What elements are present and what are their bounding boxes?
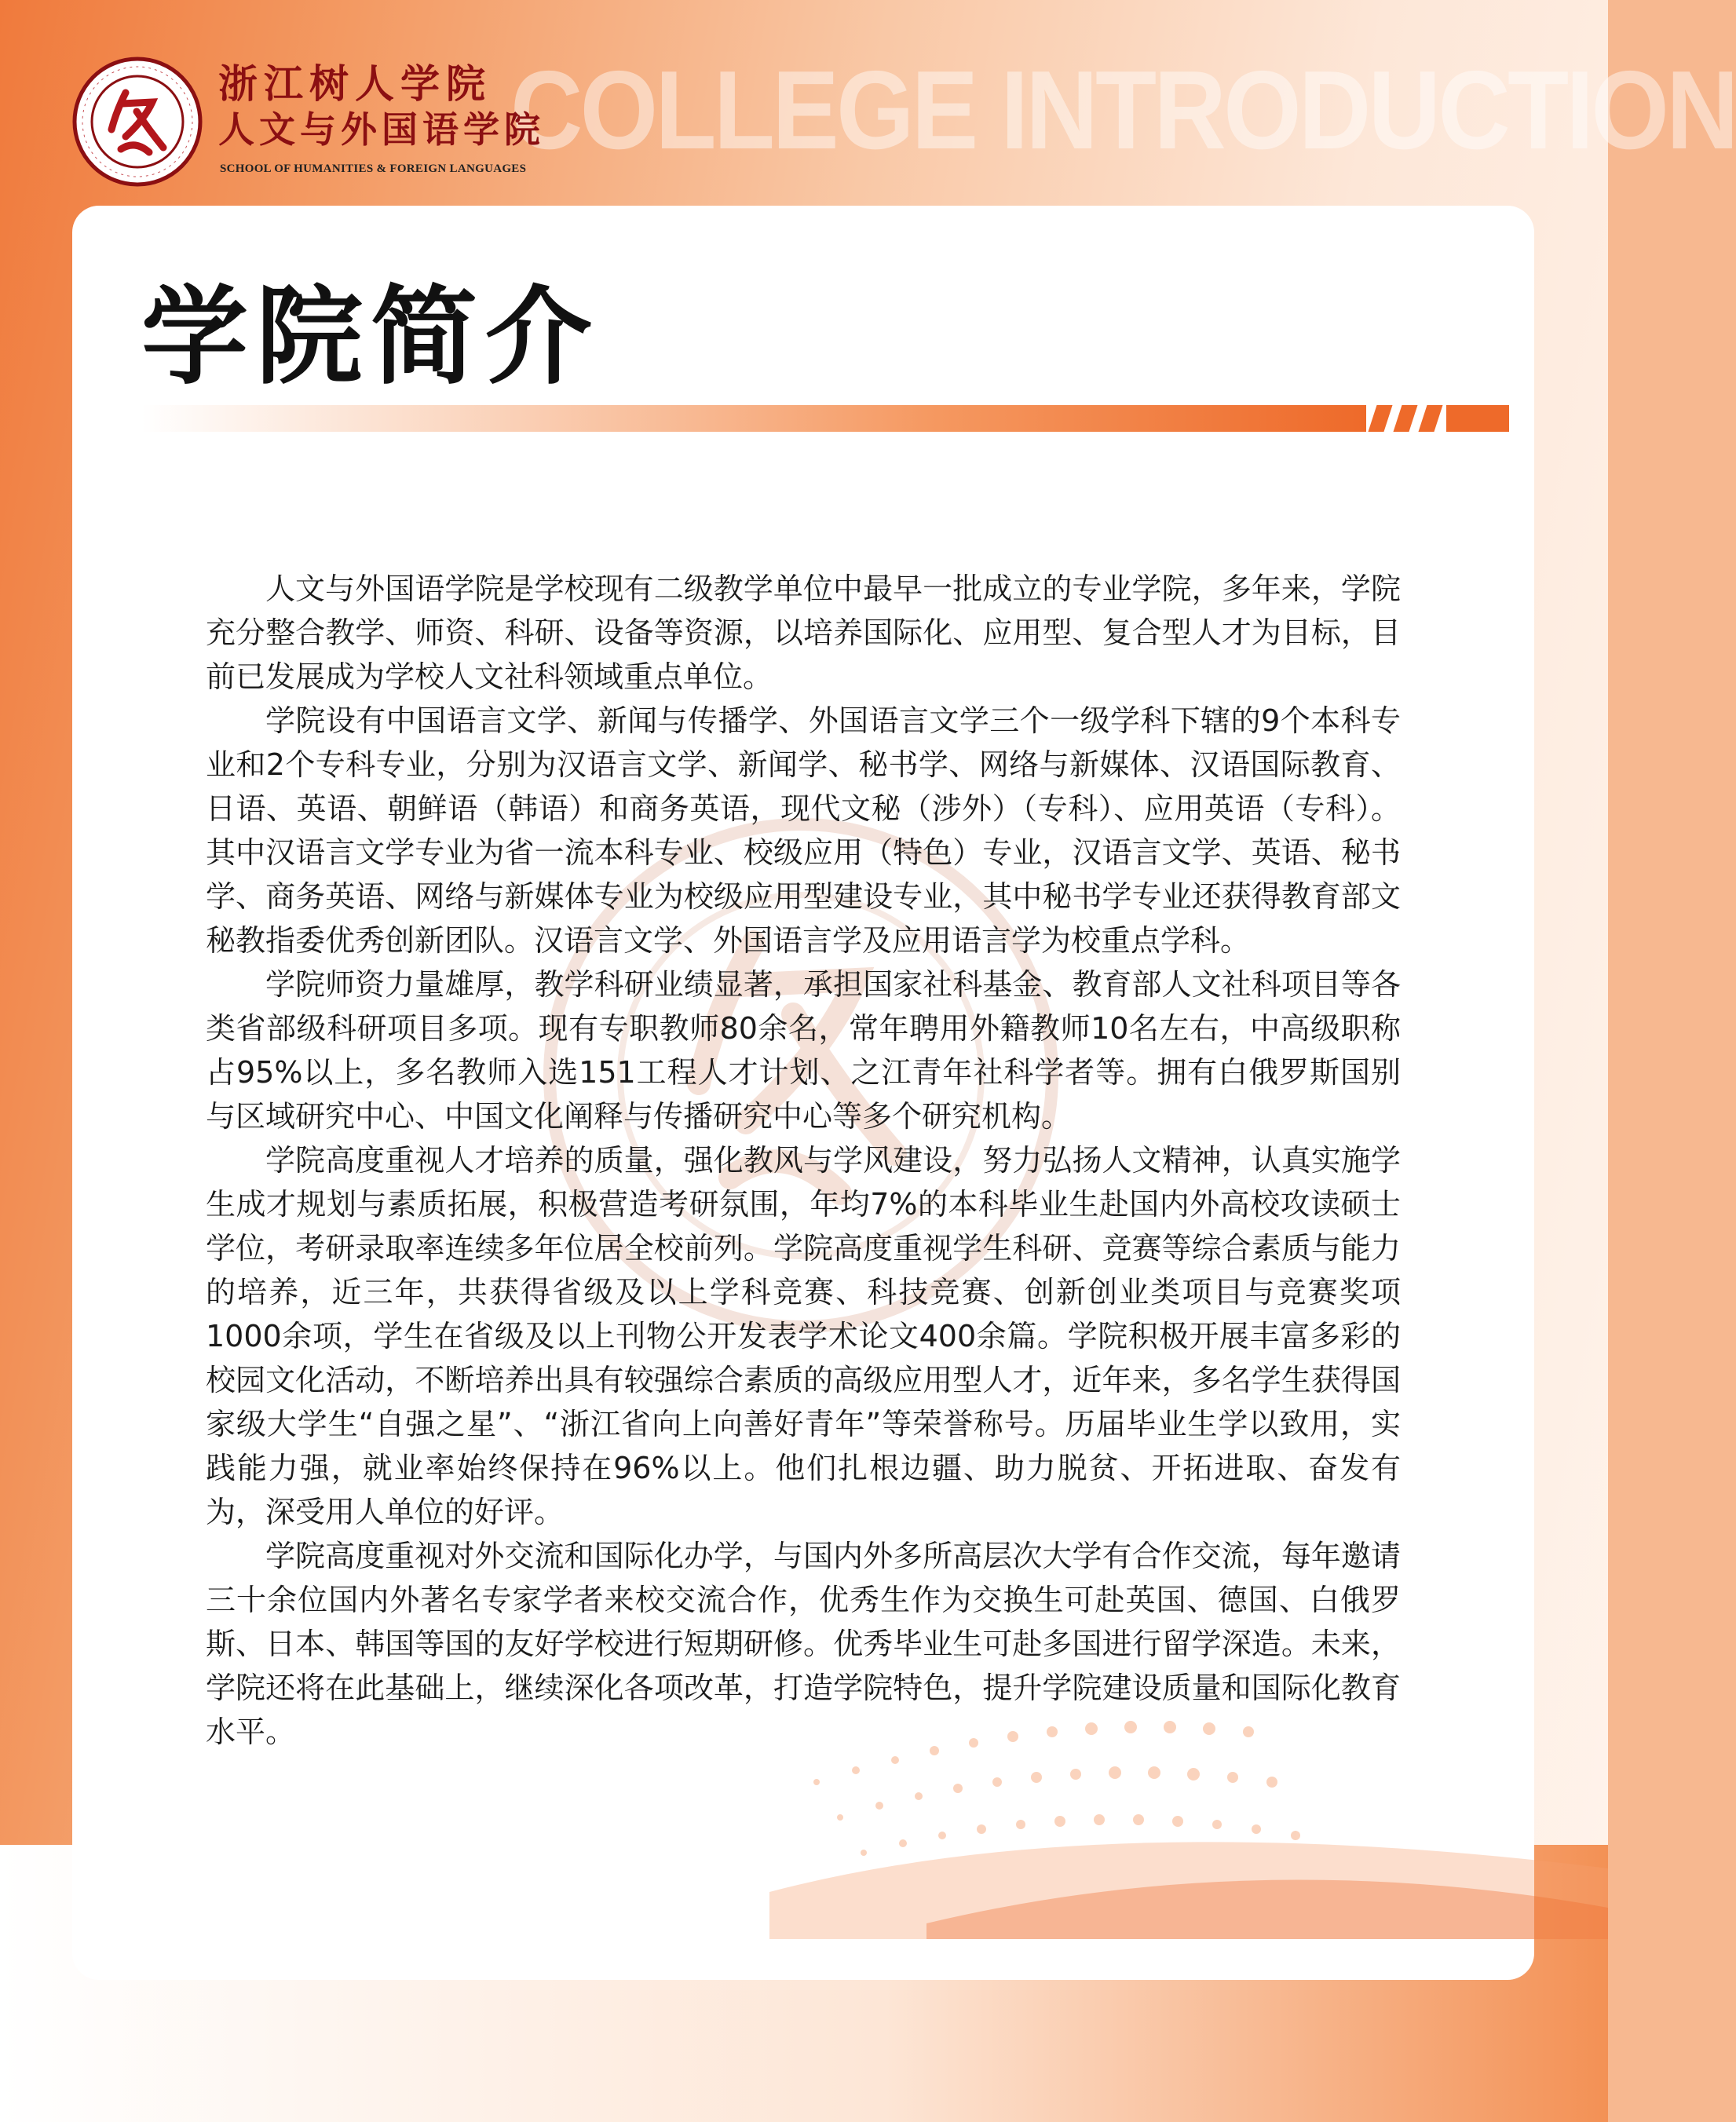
header-watermark-text: COLLEGE INTRODUCTION	[510, 48, 1736, 173]
decorative-dot-pattern	[769, 1609, 1608, 1939]
school-name: 人文与外国语学院	[218, 108, 545, 151]
title-bar-end	[1446, 405, 1509, 432]
college-name: 浙江树人学院	[218, 60, 492, 107]
paragraph-students: 学院高度重视人才培养的质量，强化教风与学风建设，努力弘扬人文精神，认真实施学生成才规划与素质拓展，积极营造考研氛围，年均7%的本科毕业生赴国内外高校攻读硕士学位，考研录取率连续多年位居全校前列。学院高度重视学生科研、竞赛等综合素质与能力的培养，近三年，共获得省级及以上学科竞赛、科技竞赛、创新创业类项目与竞赛奖项1000余项，学生在省级及以上刊物公开发表学术论文400余篇。学院积极开展丰富多彩的校园文化活动，不断培养出具有较强综合素质的高级应用型人才，近年来，多名学生获得国家级大学生“自强之星”、“浙江省向上向善好青年”等荣誉称号。历届毕业生学以致用，实践能力强，就业率始终保持在96%以上。他们扎根边疆、助力脱贫、开拓进取、奋发有为，深受用人单位的好评。	[206, 1143, 1401, 1529]
introduction-body	[206, 567, 1401, 1754]
paragraph-majors: 学院设有中国语言文学、新闻与传播学、外国语言文学三个一级学科下辖的9个本科专业和2个专科专业，分别为汉语言文学、新闻学、秘书学、网络与新媒体、汉语国际教育、日语、英语、朝鲜语（韩语）和商务英语，现代文秘（涉外）（专科）、应用英语（专科）。其中汉语言文学专业为省一流本科专业、校级应用（特色）专业，汉语言文学、英语、秘书学、商务英语、网络与新媒体专业为校级应用型建设专业，其中秘书学专业还获得教育部文秘教指委优秀创新团队。汉语言文学、外国语言学及应用语言学为校重点学科。	[206, 703, 1401, 958]
paragraph-international: 学院高度重视对外交流和国际化办学，与国内外多所高层次大学有合作交流，每年邀请三十余位国内外著名专家学者来校交流合作，优秀生作为交换生可赴英国、德国、白俄罗斯、日本、韩国等国的友好学校进行短期研修。优秀毕业生可赴多国进行留学深造。未来，学院还将在此基础上，继续深化各项改革，打造学院特色，提升学院建设质量和国际化教育水平。	[206, 1539, 1401, 1749]
school-english-name: SCHOOL OF HUMANITIES & FOREIGN LANGUAGES	[220, 163, 527, 175]
paragraph-faculty: 学院师资力量雄厚，教学科研业绩显著，承担国家社科基金、教育部人文社科项目等各类省部级科研项目多项。现有专职教师80余名，常年聘用外籍教师10名左右，中高级职称占95%以上，多名教师入选151工程人才计划、之江青年社科学者等。拥有白俄罗斯国别与区域研究中心、中国文化阐释与传播研究中心等多个研究机构。	[206, 967, 1401, 1134]
college-seal-logo	[71, 55, 204, 188]
paragraph-overview: 人文与外国语学院是学校现有二级教学单位中最早一批成立的专业学院，多年来，学院充分整合教学、师资、科研、设备等资源，以培养国际化、应用型、复合型人才为目标，目前已发展成为学校人文社科领域重点单位。	[206, 572, 1401, 694]
page-title: 学院简介	[141, 276, 600, 400]
title-underline-bar	[141, 405, 1366, 432]
